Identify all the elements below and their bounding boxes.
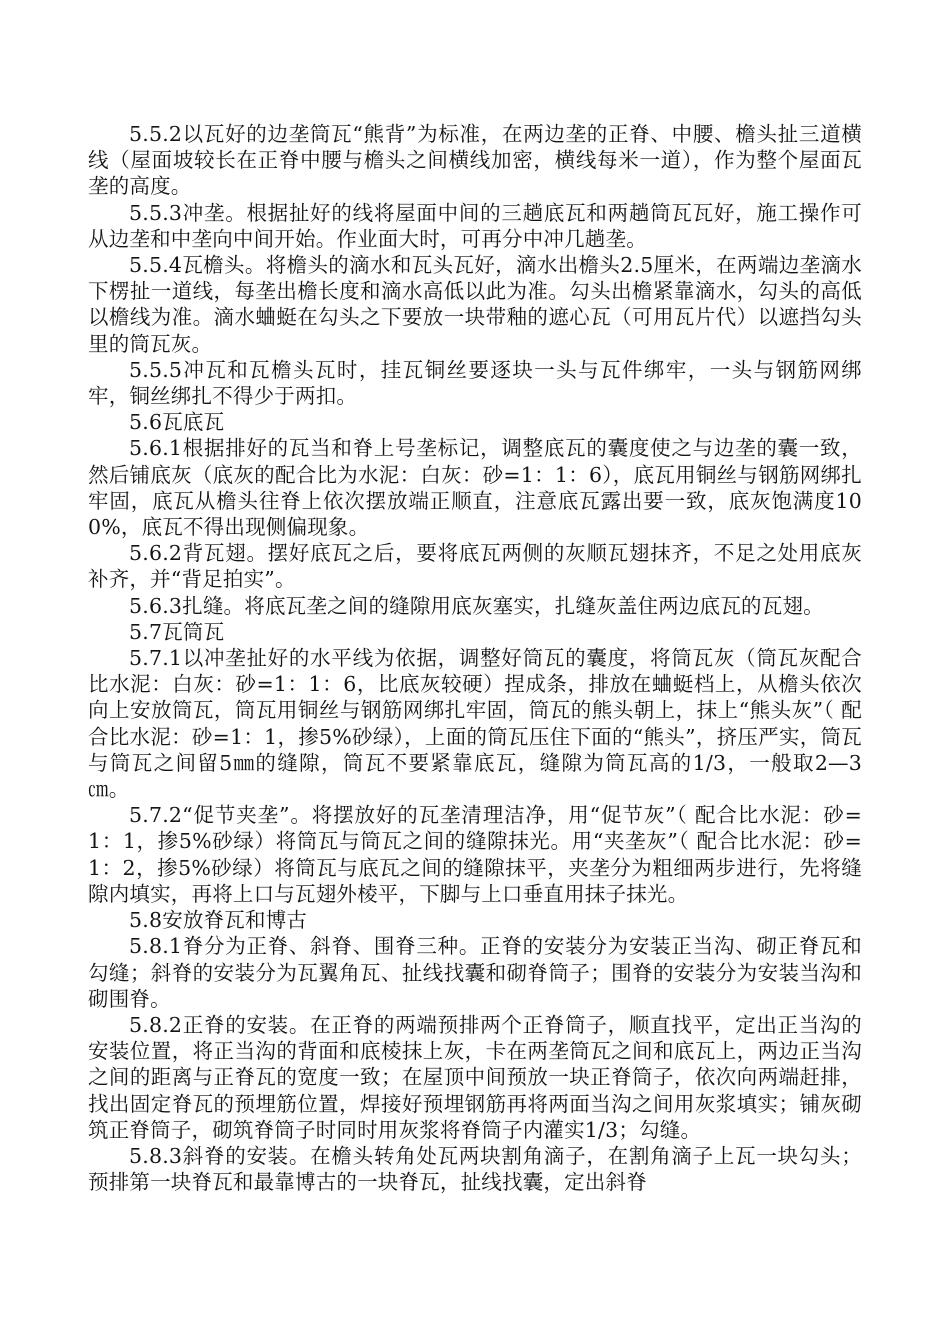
paragraph-5-8-2: 5.8.2正脊的安装。在正脊的两端预排两个正脊筒子，顺直找平，定出正当沟的安装位置，将正当沟的背面和底棱抹上灰，卡在两垄筒瓦之间和底瓦上，两边正当沟之间的距离与正脊瓦的宽度一致；在屋顶中间预放一块正脊筒子，依次向两端赶排，找出固定脊瓦的预埋筋位置，焊接好预埋钢筋再将两面当沟之间用灰浆填实；铺灰砌筑正脊筒子，砌筑脊筒子时同时用灰浆将脊筒子内灌实1/3；勾缝。 (88, 1012, 862, 1142)
paragraph-5-7-2: 5.7.2“促节夹垄”。将摆放好的瓦垄清理洁净，用“促节灰”（ 配合比水泥：砂=1：1，掺5%砂绿）将筒瓦与筒瓦之间的缝隙抹光。用“夹垄灰”（ 配合比水泥：砂=1：2，掺5%砂绿）将筒瓦与底瓦之间的缝隙抹平，夹垄分为粗细两步进行，先将缝隙内填实，再将上口与瓦翅外棱平，下脚与上口垂直用抹子抹光。 (88, 803, 862, 906)
section-heading-5-8: 5.8安放脊瓦和博古 (129, 908, 308, 933)
paragraph-5-5-3: 5.5.3冲垄。根据扯好的线将屋面中间的三趟底瓦和两趟筒瓦瓦好，施工操作可从边垄和中垄向中间开始。作业面大时，可再分中冲几趟垄。 (88, 200, 862, 251)
section-heading-5-7: 5.7瓦筒瓦 (129, 619, 225, 644)
document-body (88, 121, 862, 1195)
paragraph-5-5-2: 5.5.2以瓦好的边垄筒瓦“熊背”为标准，在两边垄的正脊、中腰、檐头扯三道横线（屋面坡较长在正脊中腰与檐头之间横线加密，横线每米一道），作为整个屋面瓦垄的高度。 (88, 122, 862, 199)
paragraph-5-6-2: 5.6.2背瓦翅。摆好底瓦之后，要将底瓦两侧的灰顺瓦翅抹齐，不足之处用底灰补齐，并“背足拍实”。 (88, 541, 862, 592)
paragraph-5-7-1: 5.7.1以冲垄扯好的水平线为依据，调整好筒瓦的囊度，将筒瓦灰（筒瓦灰配合比水泥：白灰：砂=1：1：6，比底灰较硬）捏成条，排放在蛐蜓档上，从檐头依次向上安放筒瓦，筒瓦用铜丝与钢筋网绑扎牢固，筒瓦的熊头朝上，抹上“熊头灰”（ 配合比水泥：砂=1：1，掺5%砂绿），上面的筒瓦压住下面的“熊头”，挤压严实，筒瓦与筒瓦之间留5㎜的缝隙，筒瓦不要紧靠底瓦，缝隙为筒瓦高的1/3，一般取2—3㎝。 (88, 646, 862, 802)
section-heading-5-6: 5.6瓦底瓦 (129, 410, 225, 435)
paragraph-5-6-3: 5.6.3扎缝。将底瓦垄之间的缝隙用底灰塞实，扎缝灰盖住两边底瓦的瓦翅。 (129, 593, 824, 618)
paragraph-5-5-4: 5.5.4瓦檐头。将檐头的滴水和瓦头瓦好，滴水出檐头2.5厘米，在两端边垄滴水下楞扯一道线，每垄出檐长度和滴水高低以此为准。勾头出檐紧靠滴水，勾头的高低以檐线为准。滴水蛐蜓在勾头之下要放一块带釉的遮心瓦（可用瓦片代）以遮挡勾头里的筒瓦灰。 (88, 253, 862, 356)
paragraph-5-5-5: 5.5.5冲瓦和瓦檐头瓦时，挂瓦铜丝要逐块一头与瓦件绑牢，一头与钢筋网绑牢，铜丝绑扎不得少于两扣。 (88, 357, 862, 409)
paragraph-5-8-1: 5.8.1脊分为正脊、斜脊、围脊三种。正脊的安装分为安装正当沟、砌正脊瓦和勾缝；斜脊的安装分为瓦翼角瓦、扯线找囊和砌脊筒子；围脊的安装分为安装当沟和砌围脊。 (88, 934, 862, 1011)
paragraph-5-6-1: 5.6.1根据排好的瓦当和脊上号垄标记，调整底瓦的囊度使之与边垄的囊一致，然后铺底灰（底灰的配合比为水泥：白灰：砂=1：1：6），底瓦用铜丝与钢筋网绑扎牢固，底瓦从檐头往脊上依次摆放端正顺直，注意底瓦露出要一致，底灰饱满度100%，底瓦不得出现侧偏现象。 (88, 436, 862, 540)
paragraph-5-8-3: 5.8.3斜脊的安装。在檐头转角处瓦两块割角滴子，在割角滴子上瓦一块勾头；预排第一块脊瓦和最靠博古的一块脊瓦，扯线找囊，定出斜脊 (88, 1143, 862, 1195)
